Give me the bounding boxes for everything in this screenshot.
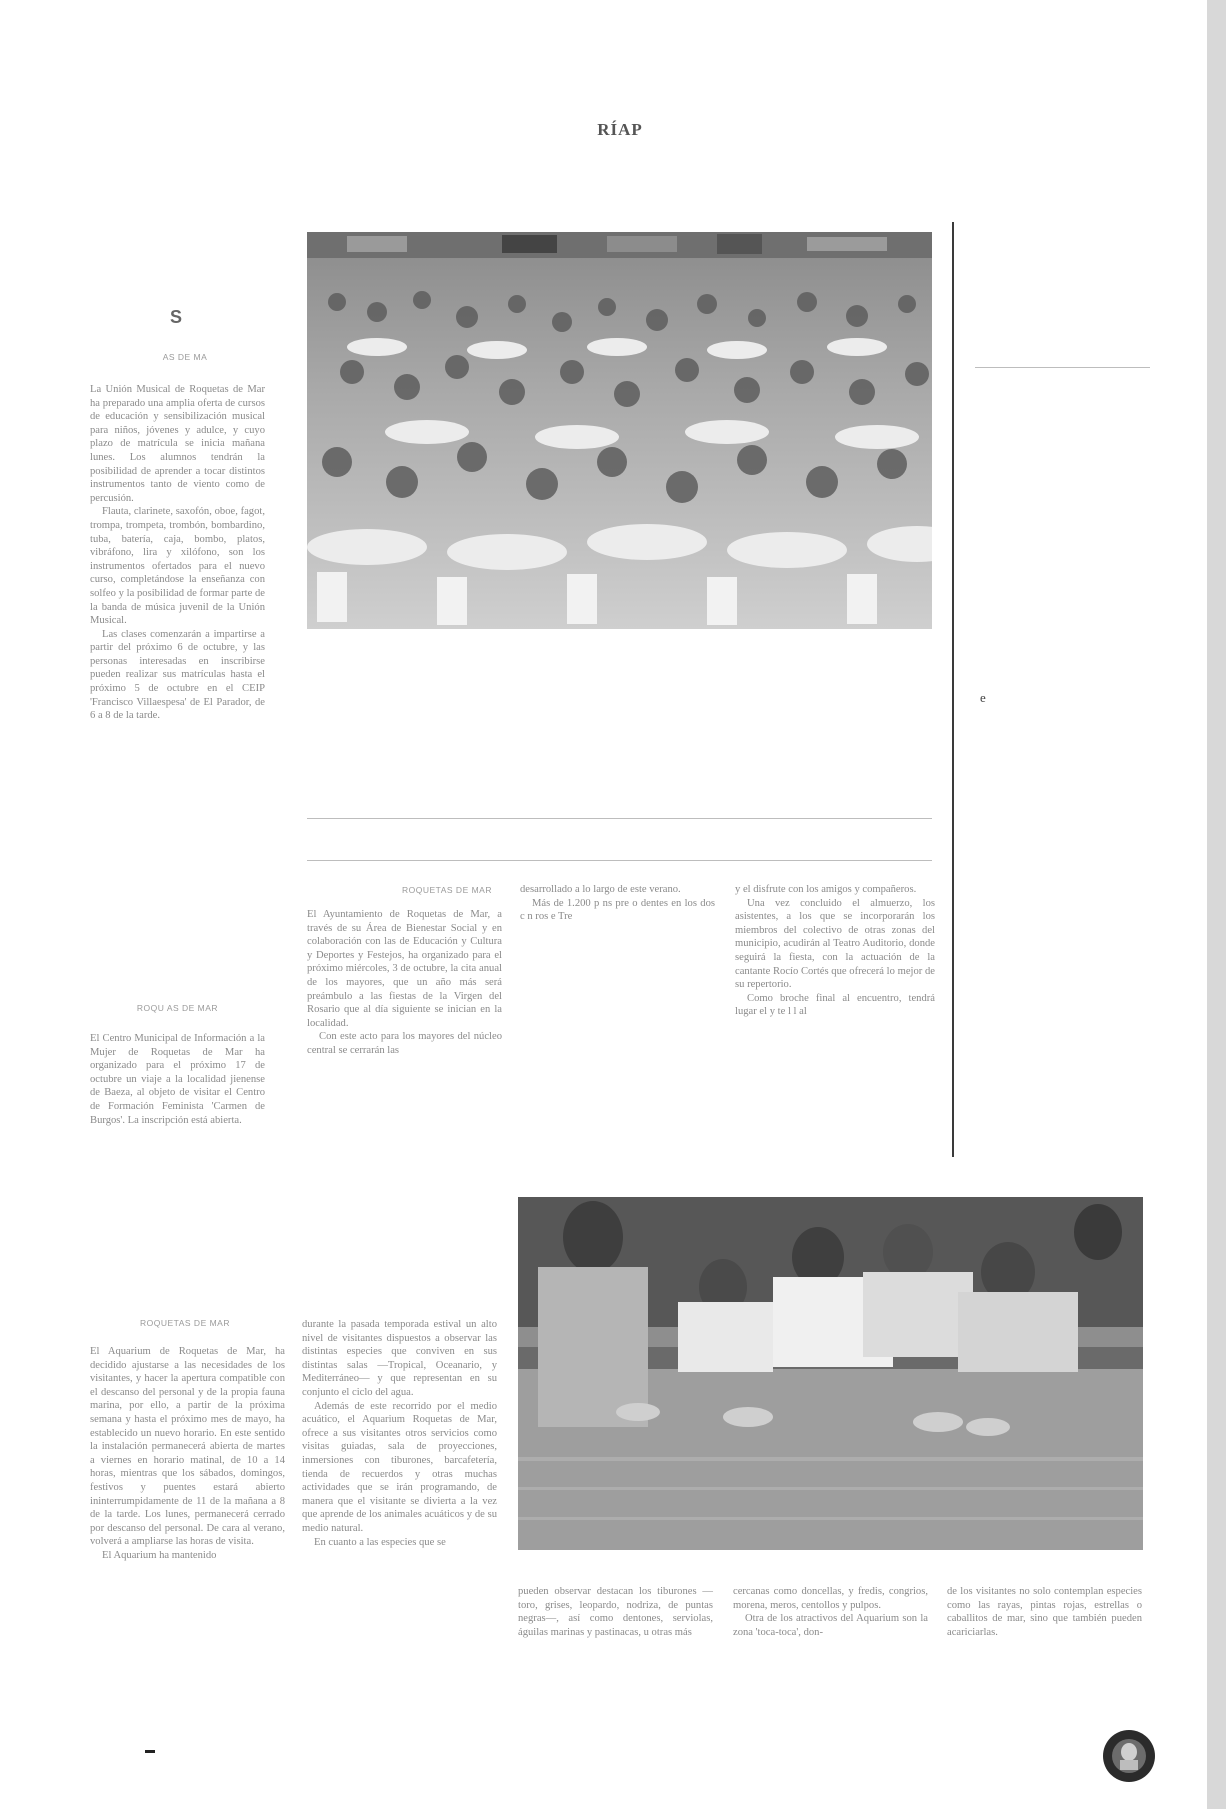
paragraph: El Centro Municipal de Información a la Mujer de Roquetas de Mar ha organizado para el próximo 17 de octubre un viaje a la localidad jienense de Baeza, al objeto de visitar el Centro de Formación Feminista 'Carmen de Burgos'. La inscripción está abierta. [90,1033,265,1126]
paragraph: El Ayuntamiento de Roquetas de Mar, a través de su Área de Bienestar Social y en colaboración con las de Educación y Cultura y Deportes y Festejos, ha organizado para el próximo miércoles, 3 de octubre, la cita anual de los mayores, que un año más será preámbulo a las fiestas de la Virgen del Rosario que al día siguiente se inician en la localidad. [307,909,502,1029]
byline: ROQUETAS DE MAR [402,885,492,895]
article-mayores-col2 [520,883,715,924]
paragraph: Con este acto para los mayores del núcleo central se cerrarán las [307,1031,502,1056]
paragraph: Las clases comenzarán a impartirse a partir del próximo 6 de octubre, y las personas interesadas en inscribirse pueden realizar sus matrículas hasta el próximo 5 de octubre en el CEIP 'Francisco Villaespesa' de El Parador, de 6 a 8 de la tarde. [90,628,265,722]
article-viaje-baeza [90,1032,265,1127]
paragraph: El Aquarium de Roquetas de Mar, ha decidido ajustarse a las necesidades de los visitantes, y hacer la apertura compatible con el descanso del personal y de la propia fauna marina, por ello, a partir de la próxima semana y hasta el próximo mes de mayo, ha establecido un nuevo horario. En este sentido la instalación permanecerá abierta de martes a viernes en horario matinal, de 10 a 14 horas, mientras que los sábados, domingos, festivos y puentes estará abierto ininterrumpidamente de 11 de la mañana a 8 de la tarde. Los lunes, permanecerá cerrado por descanso del personal. De cara al verano, volverá a ampliarse las horas de visita. [90,1346,285,1548]
paragraph: La Unión Musical de Roquetas de Mar ha preparado una amplia oferta de cursos de educación y sensibilización musical para niños, jóvenes y adulce, y cuyo plazo de matrícula se inicia mañana lunes. Los alumnos tendrán la posibilidad de aprender a tocar distintos instrumentos tanto de viento como de percusión. [90,384,265,504]
headline-fragment: S [170,307,183,327]
masthead: RÍAP [597,120,643,139]
banquet-photo [307,232,932,629]
aquarium-photo-illustration [518,1197,1143,1550]
article-aquarium-col3 [518,1585,713,1639]
paragraph: Además de este recorrido por el medio acuático, el Aquarium Roquetas de Mar, ofrece a sus visitantes otros servicios como visitas guiadas, sala de proyecciones, inmersiones con tiburones, barcafetería, tienda de recuerdos y otras muchas actividades que se irán programando, de manera que el visitante se divierta a la vez que aprende de los animales acuáticos y de su medio natural. [302,1400,497,1534]
byline: ROQUETAS DE MAR [140,1318,230,1328]
paragraph: desarrollado a lo largo de este verano. [520,884,681,895]
paragraph: En cuanto a las especies que se [314,1536,446,1548]
paragraph: durante la pasada temporada estival un alto nivel de visitantes dispuestos a observar las distintas especies que conviven en sus distintas salas —Tropical, Oceanario, y Mediterráneo— y que representan en su conjunto el ciclo del agua. [302,1319,497,1398]
paragraph: y el disfrute con los amigos y compañeros. [735,884,917,895]
publisher-seal-icon [1103,1730,1155,1782]
article-mayores-col3 [735,883,935,1019]
rule [975,367,1150,368]
paragraph: El Aquarium ha mantenido [102,1549,217,1561]
article-aquarium-col1 [90,1345,285,1563]
article-aquarium-col5 [947,1585,1142,1639]
paragraph: pueden observar destacan los tiburones —toro, grises, leopardo, nodriza, de puntas negras—, así como dentones, serviolas, águilas marinas y pastinacas, u otras más [518,1586,713,1638]
article-aquarium-col4 [733,1585,928,1639]
headline-fragment-right: e [980,690,986,705]
banquet-photo-illustration [307,232,932,629]
paragraph: Más de 1.200 p ns pre o dentes en los dos c n ros e Tre [520,897,715,923]
byline: ROQU AS DE MAR [136,1003,219,1013]
paragraph: de los visitantes no solo contemplan especies como las rayas, pintas rojas, estrellas o caballitos de mar, sino que también pueden acariciarlas. [947,1586,1142,1638]
paragraph: Flauta, clarinete, saxofón, oboe, fagot, trompa, trompeta, trombón, bombardino, tuba, batería, caja, bombo, platos, vibráfono, lira y xilófono, son los instrumentos ofertados para el nuevo curso, completándose la enseñanza con solfeo y la posibilidad de formar parte de la banda de música juvenil de la Unión Musical. [90,506,265,627]
article-mayores-col1 [307,908,502,1058]
page-edge-shadow [1207,0,1226,1809]
article-unión-musical [90,383,265,723]
rule [307,818,932,819]
article-aquarium-col2 [302,1318,497,1549]
aquarium-photo [518,1197,1143,1550]
rule [307,860,932,861]
paragraph: Como broche final al encuentro, tendrá lugar el y te l l al [735,992,935,1018]
paragraph: Otra de los atractivos del Aquarium son la zona 'toca-toca', don- [733,1613,928,1638]
byline: AS DE MA [162,352,208,362]
column-divider [952,222,954,1157]
page-mark [145,1750,155,1753]
paragraph: cercanas como doncellas, y fredis, congrios, morena, meros, centollos y pulpos. [733,1586,928,1611]
paragraph: Una vez concluido el almuerzo, los asistentes, a los que se incorporarán los miembros del colectivo de otras zonas del municipio, acudirán al Teatro Auditorio, donde seguirá la fiesta, con la actuación de la cantante Rocío Cortés que ofrecerá lo mejor de su repertorio. [735,897,935,991]
